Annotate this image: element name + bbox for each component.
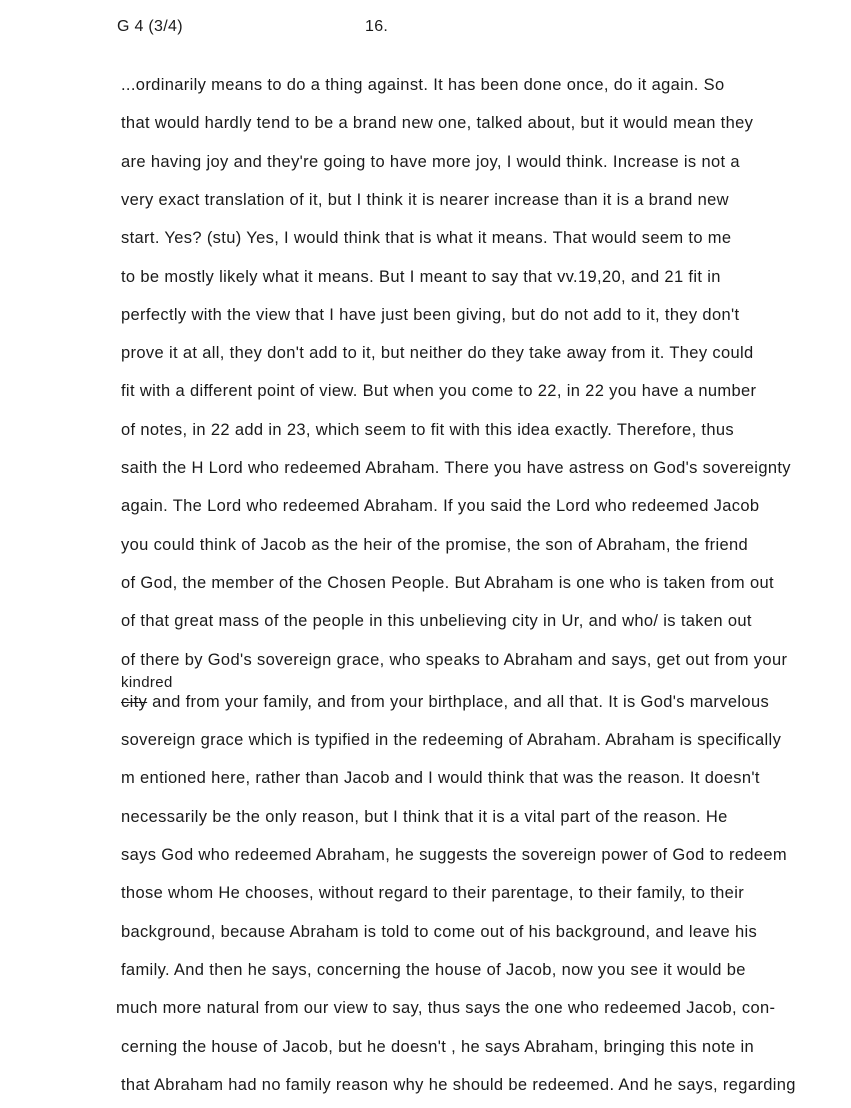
text-line: those whom He chooses, without regard to their parentage, to their family, to their <box>121 884 745 903</box>
page-number: 16. <box>365 18 389 35</box>
section-label: G 4 (3/4) <box>117 18 183 35</box>
text-line: perfectly with the view that I have just been giving, but do not add to it, they don't <box>121 305 740 324</box>
text-line: of that great mass of the people in this unbelieving city in Ur, and who/ is taken out <box>121 612 752 631</box>
text-line: m entioned here, rather than Jacob and I would think that was the reason. It doesn't <box>121 769 760 788</box>
text-line: of there by God's sovereign grace, who speaks to Abraham and says, get out from your <box>121 650 788 669</box>
text-line: much more natural from our view to say, thus says the one who redeemed Jacob, con- <box>116 999 776 1018</box>
text-line: that would hardly tend to be a brand new one, talked about, but it would mean they <box>121 114 754 133</box>
text-line: background, because Abraham is told to come out of his background, and leave his <box>121 922 758 941</box>
text-line: very exact translation of it, but I think it is nearer increase than it is a brand new <box>121 190 729 209</box>
text-line: ...ordinarily means to do a thing against. It has been done once, do it again. So <box>121 76 725 94</box>
struck-word: city <box>121 692 148 711</box>
text-line: are having joy and they're going to have more joy, I would think. Increase is not a <box>121 152 740 171</box>
text-line: you could think of Jacob as the heir of the promise, the son of Abraham, the friend <box>121 535 749 554</box>
text-line: fit with a different point of view. But when you come to 22, in 22 you have a number <box>121 382 757 401</box>
text-line: sovereign grace which is typified in the redeeming of Abraham. Abraham is specifically <box>121 731 782 750</box>
text-line: cerning the house of Jacob, but he doesn't , he says Abraham, bringing this note in <box>121 1037 755 1056</box>
correction <box>121 673 173 711</box>
text-line: of God, the member of the Chosen People. But Abraham is one who is taken from out <box>121 573 774 592</box>
text-line: necessarily be the only reason, but I think that it is a vital part of the reason. He <box>121 807 728 826</box>
text-line: to be mostly likely what it means. But I meant to say that vv.19,20, and 21 fit in <box>121 267 721 286</box>
text-line: says God who redeemed Abraham, he suggests the sovereign power of God to redeem <box>121 846 788 864</box>
text-line: saith the H Lord who redeemed Abraham. There you have astress on God's sovereignty <box>121 459 791 477</box>
text-line: that Abraham had no family reason why he should be redeemed. And he says, regarding <box>121 1075 796 1094</box>
text-line: of notes, in 22 add in 23, which seem to fit with this idea exactly. Therefore, thus <box>121 420 735 439</box>
text-line: family. And then he says, concerning the house of Jacob, now you see it would be <box>121 960 746 979</box>
text-line <box>121 673 770 712</box>
inserted-word: kindred <box>121 673 173 691</box>
text-line: again. The Lord who redeemed Abraham. If you said the Lord who redeemed Jacob <box>121 497 760 516</box>
text-line: start. Yes? (stu) Yes, I would think that is what it means. That would seem to me <box>121 229 732 248</box>
line-text: and from your family, and from your birthplace, and all that. It is God's marvelous <box>147 692 770 711</box>
text-line: prove it at all, they don't add to it, but neither do they take away from it. They could <box>121 344 754 363</box>
